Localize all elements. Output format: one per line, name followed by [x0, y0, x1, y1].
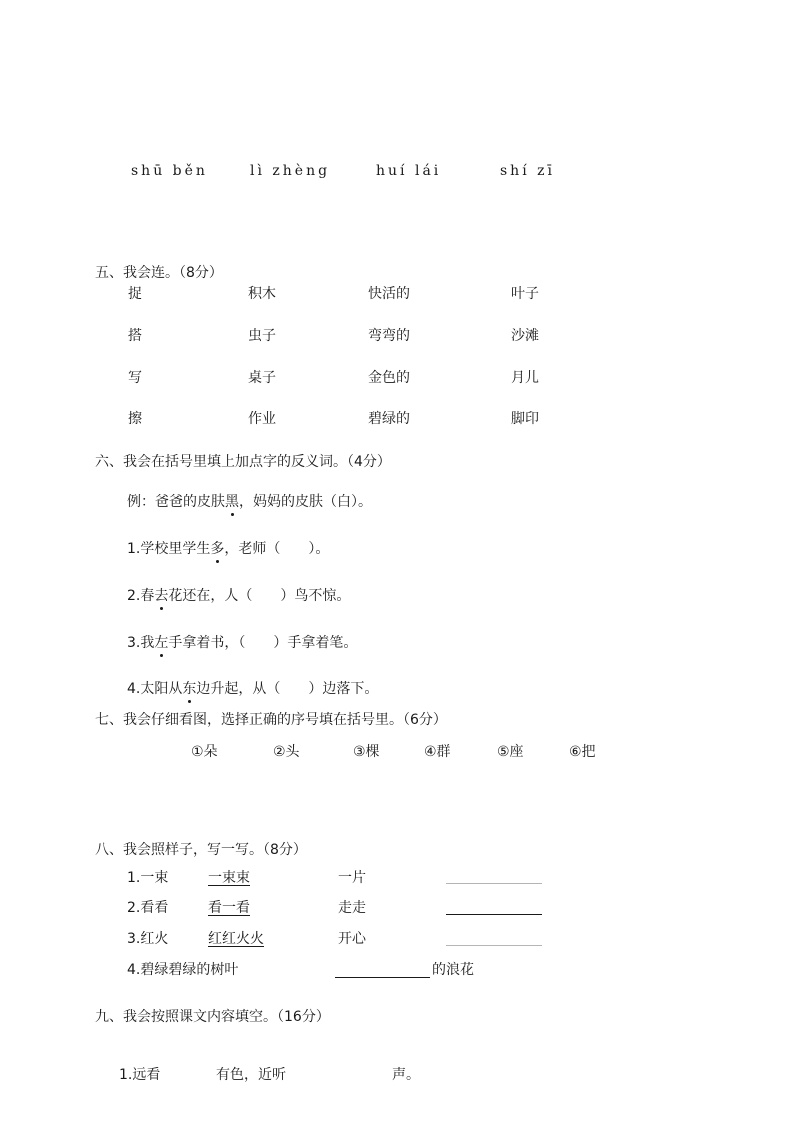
fill-text: 1.远看: [119, 1067, 161, 1083]
dotted-char: 多: [210, 541, 225, 557]
section-6-title: 六、我会在括号里填上加点字的反义词。（4分）: [95, 454, 391, 470]
option-6: ⑥把: [569, 744, 596, 760]
section-8-title: 八、我会照样子，写一写。（8分）: [95, 842, 307, 858]
pinyin-hui-lai: huí lái: [376, 163, 442, 179]
match-cell: 月儿: [511, 370, 539, 386]
pattern-prompt: 走走: [338, 900, 366, 916]
pattern-suffix: 的浪花: [432, 962, 474, 978]
answer-blank[interactable]: [446, 914, 542, 915]
dotted-char: 东: [182, 681, 197, 697]
match-cell: 搭: [128, 328, 142, 344]
pinyin-li-zheng: lì zhèng: [250, 163, 331, 179]
section-5-title: 五、我会连。（8分）: [95, 265, 223, 281]
fill-text: 有色，近听: [216, 1067, 286, 1083]
antonym-item-4[interactable]: 4.太阳从东边升起，从（ ）边落下。: [127, 681, 379, 697]
section-9-title: 九、我会按照课文内容填空。（16分）: [95, 1009, 330, 1025]
antonym-item-3[interactable]: 3.我左手拿着书，（ ）手拿着笔。: [127, 635, 358, 651]
pattern-label: 3.红火: [127, 931, 169, 947]
antonym-item-1[interactable]: 1.学校里学生多，老师（ ）。: [127, 541, 330, 557]
option-3: ③棵: [353, 744, 380, 760]
match-cell: 快活的: [368, 286, 410, 302]
answer-blank[interactable]: [335, 977, 430, 978]
option-5: ⑤座: [497, 744, 524, 760]
fill-text: 声。: [392, 1067, 420, 1083]
option-1: ①朵: [191, 744, 218, 760]
antonym-example: 例：爸爸的皮肤黑，妈妈的皮肤（白）。: [127, 494, 372, 510]
pinyin-shu-ben: shū běn: [131, 163, 208, 179]
match-cell: 积木: [248, 286, 276, 302]
match-cell: 擦: [128, 411, 142, 427]
pattern-example: 一束束: [208, 870, 250, 886]
dotted-char: 去: [154, 588, 169, 604]
pattern-label: 4.碧绿碧绿的树叶: [127, 962, 239, 978]
pattern-prompt: 开心: [338, 931, 366, 947]
match-cell: 碧绿的: [368, 411, 410, 427]
match-cell: 沙滩: [511, 328, 539, 344]
answer-blank[interactable]: [446, 945, 542, 946]
pinyin-shi-zi: shí zī: [500, 163, 555, 179]
pattern-example: 看一看: [208, 900, 250, 916]
match-cell: 捉: [128, 286, 142, 302]
match-cell: 金色的: [368, 370, 410, 386]
option-4: ④群: [424, 744, 451, 760]
dotted-char: 左: [154, 635, 169, 651]
pattern-prompt: 一片: [338, 870, 366, 886]
match-cell: 虫子: [248, 328, 276, 344]
pattern-label: 2.看看: [127, 900, 169, 916]
dotted-char: 黑: [225, 494, 239, 510]
match-cell: 脚印: [511, 411, 539, 427]
match-cell: 作业: [248, 411, 276, 427]
answer-blank[interactable]: [446, 883, 542, 884]
match-cell: 写: [128, 370, 142, 386]
match-cell: 桌子: [248, 370, 276, 386]
match-cell: 弯弯的: [368, 328, 410, 344]
option-2: ②头: [273, 744, 300, 760]
antonym-item-2[interactable]: 2.春去花还在，人（ ）鸟不惊。: [127, 588, 351, 604]
pattern-example: 红红火火: [208, 931, 264, 947]
section-7-title: 七、我会仔细看图，选择正确的序号填在括号里。（6分）: [95, 712, 447, 728]
pattern-label: 1.一束: [127, 870, 169, 886]
match-cell: 叶子: [511, 286, 539, 302]
